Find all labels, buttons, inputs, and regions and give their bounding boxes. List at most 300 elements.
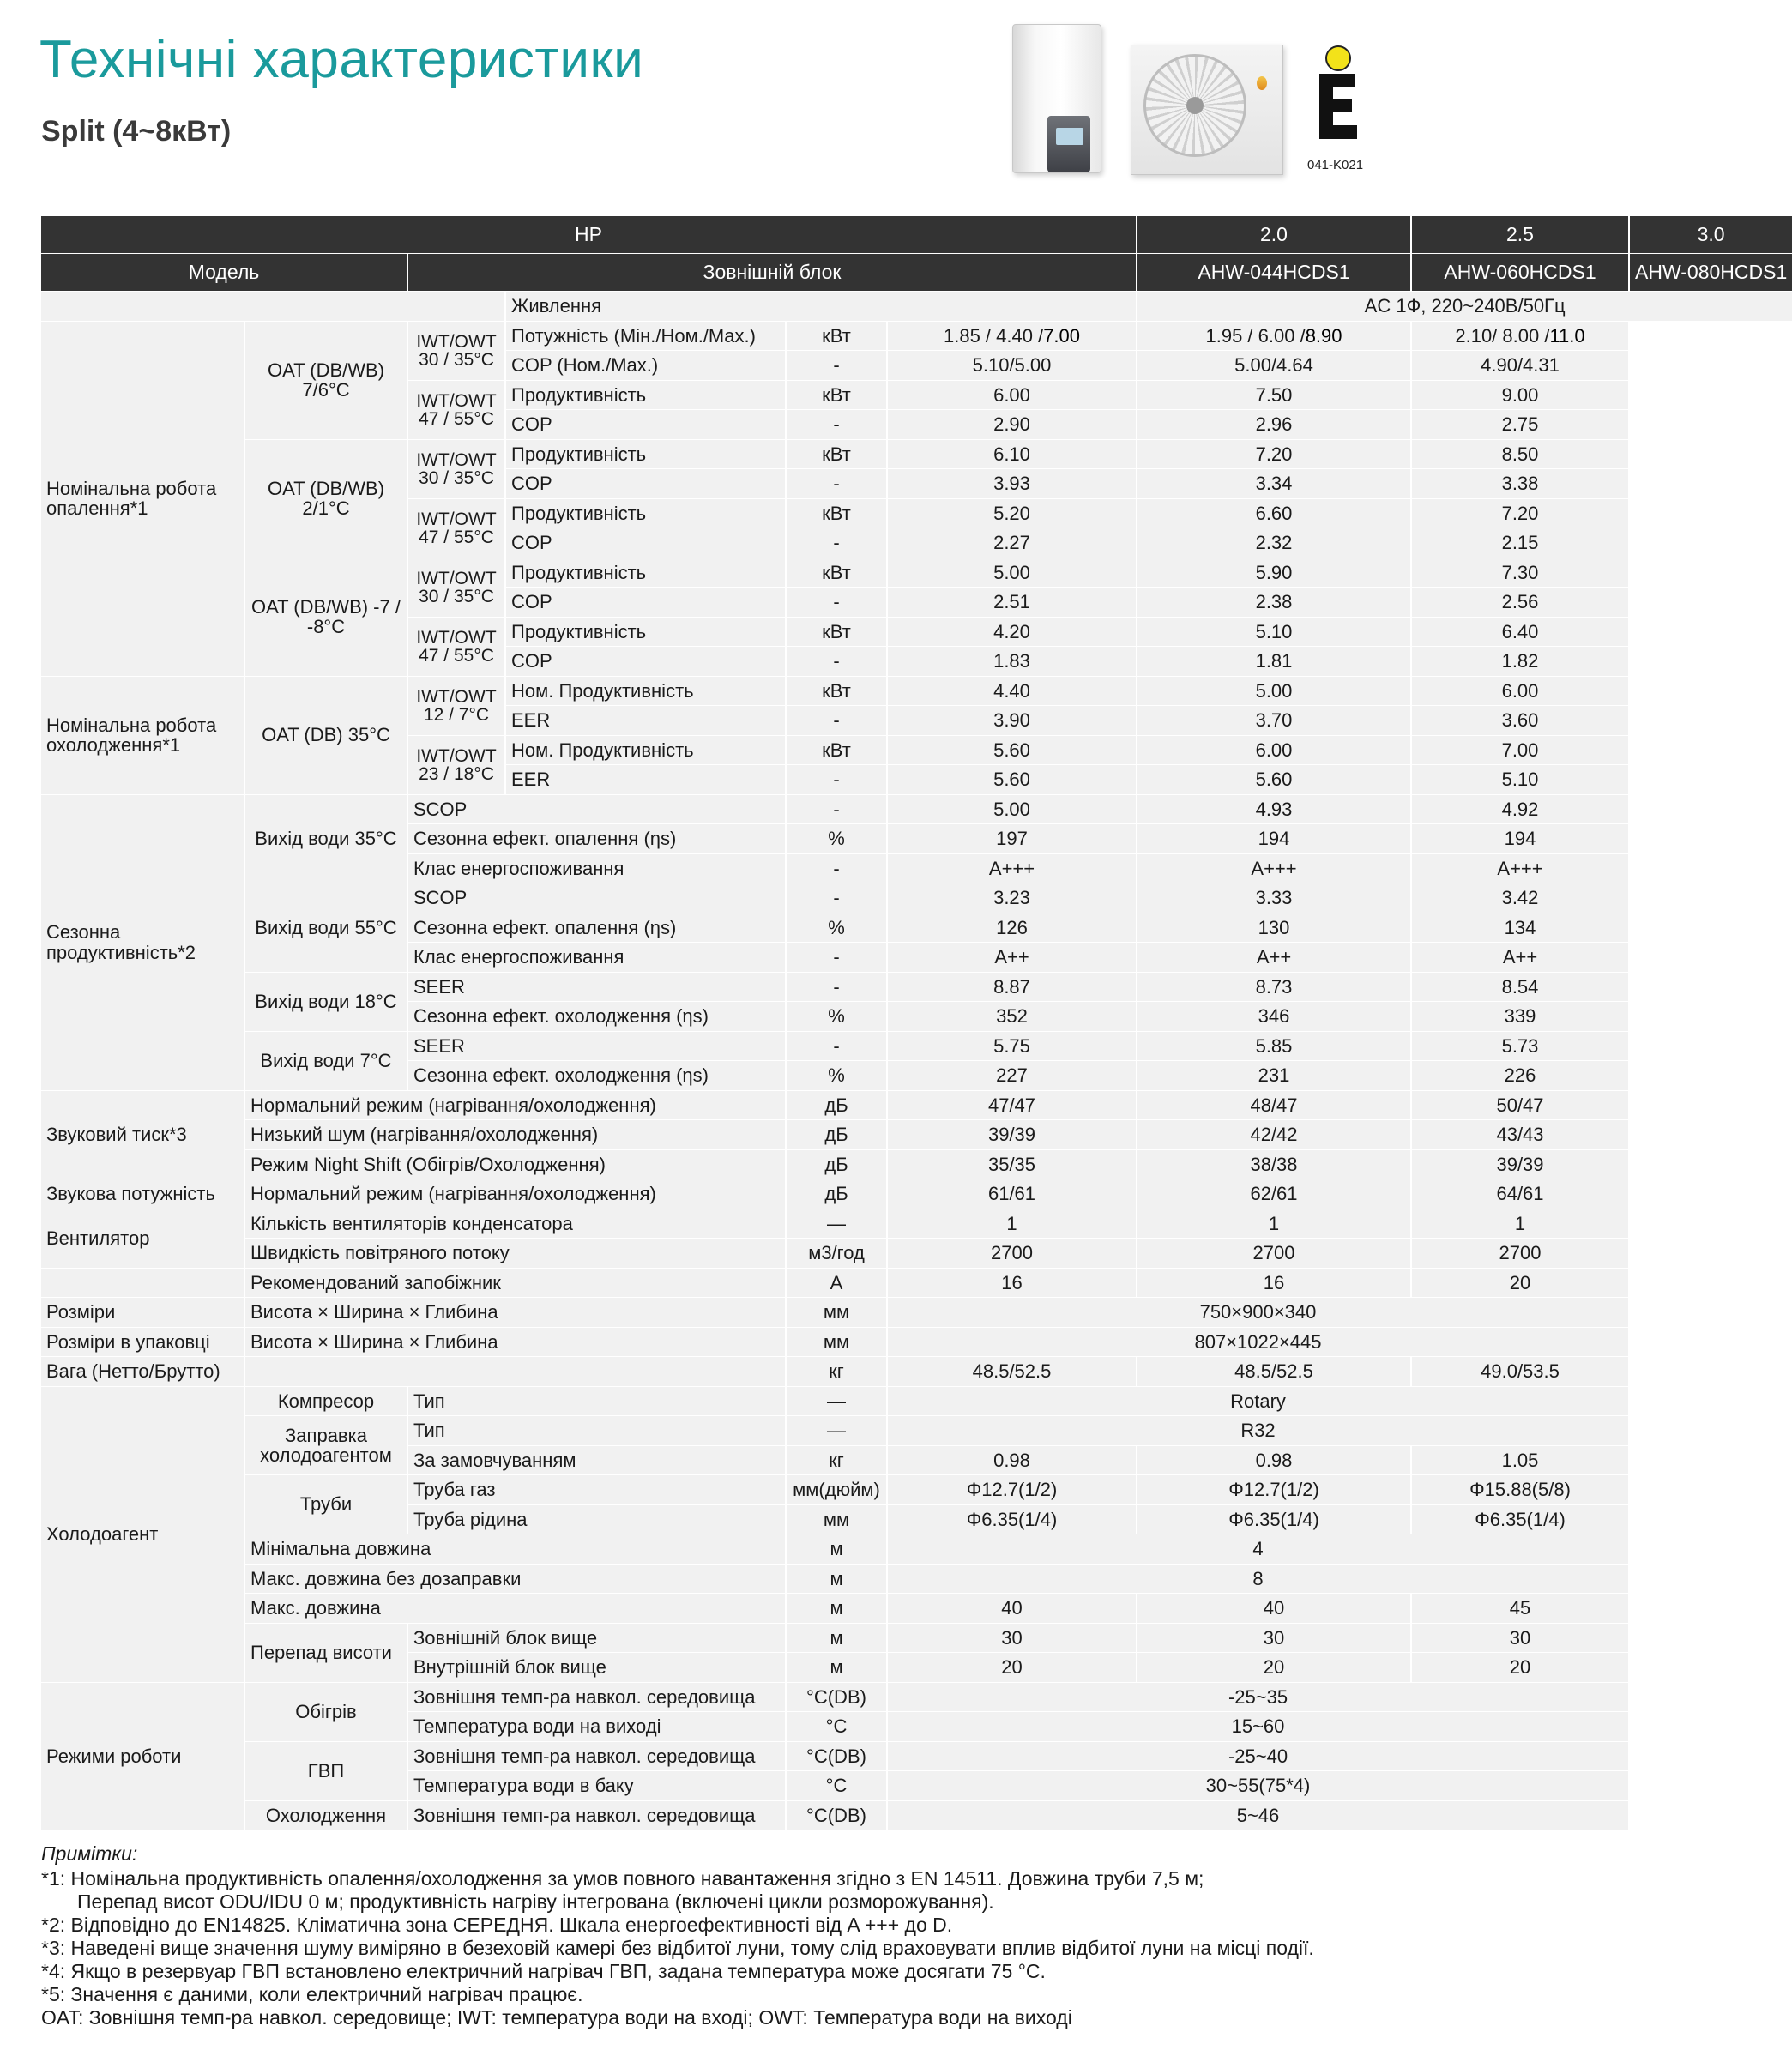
- value-cell: 20: [1412, 1269, 1628, 1298]
- param-label: Сезонна ефект. опалення (ηs): [408, 913, 785, 943]
- header-outdoor-unit: Зовнішній блок: [408, 254, 1136, 291]
- value-cell: 16: [1137, 1269, 1410, 1298]
- value-cell: 4.92: [1412, 795, 1628, 824]
- value-cell: 1: [1412, 1209, 1628, 1239]
- value-cell: 5~46: [888, 1801, 1628, 1830]
- iwt-cell: [408, 440, 504, 498]
- iwt-label: IWT/OWT: [416, 686, 497, 707]
- value-cell: 4.93: [1137, 795, 1410, 824]
- value-cell: 126: [888, 913, 1136, 943]
- value-cell: R32: [888, 1416, 1628, 1445]
- unit-label: дБ: [787, 1179, 886, 1209]
- cooling-group-label: Номінальна робота охолодження*1: [41, 677, 244, 794]
- value-cell: 1: [1137, 1209, 1410, 1239]
- value-cell: 130: [1137, 913, 1410, 943]
- param-label: SEER: [408, 973, 785, 1002]
- value-cell: 3.33: [1137, 883, 1410, 913]
- unit-label: кВт: [787, 558, 886, 588]
- value-cell: 5.00: [1137, 677, 1410, 706]
- value-cell: A+++: [1137, 854, 1410, 883]
- value-cell: 9.00: [1412, 381, 1628, 410]
- value-cell: A+++: [888, 854, 1136, 883]
- value-cell: 8.54: [1412, 973, 1628, 1002]
- value-cell: 62/61: [1137, 1179, 1410, 1209]
- param-label: Зовнішній блок вище: [408, 1624, 785, 1653]
- param-label: Нормальний режим (нагрівання/охолодження): [245, 1179, 785, 1209]
- value-cell: 5.60: [1137, 765, 1410, 794]
- unit-label: %: [787, 1061, 886, 1090]
- value-cell: Φ12.7(1/2): [888, 1475, 1136, 1504]
- spec-table: [41, 216, 1788, 1827]
- value-cell: A+++: [1412, 854, 1628, 883]
- param-label: Температура води на виході: [408, 1712, 785, 1741]
- unit-label: %: [787, 1002, 886, 1031]
- param-label: COP: [506, 410, 785, 439]
- unit-label: кВт: [787, 322, 886, 351]
- value-cell: 227: [888, 1061, 1136, 1090]
- unit-label: мм: [787, 1505, 886, 1534]
- param-label: Режим Night Shift (Обігрів/Охолодження): [245, 1150, 785, 1179]
- iwt-label: IWT/OWT: [416, 509, 497, 529]
- value-cell: 48.5/52.5: [888, 1357, 1136, 1386]
- param-label: Ном. Продуктивність: [506, 736, 785, 765]
- header-version-3: 3.0: [1630, 216, 1792, 253]
- value-cell: 3.90: [888, 706, 1136, 735]
- value-cell: 2.38: [1137, 588, 1410, 617]
- mode-dhw-label: ГВП: [245, 1742, 407, 1800]
- seasonal-water-7: Вихід води 7°C: [245, 1032, 407, 1090]
- notes-section: [41, 1842, 1620, 2029]
- param-label: COP: [506, 528, 785, 558]
- unit-label: мм(дюйм): [787, 1475, 886, 1504]
- param-label: Ном. Продуктивність: [506, 677, 785, 706]
- value-cell: A++: [1412, 943, 1628, 972]
- value-cell: A++: [1137, 943, 1410, 972]
- value-cell: 7.20: [1137, 440, 1410, 469]
- unit-label: -: [787, 469, 886, 498]
- param-label: Температура води в баку: [408, 1771, 785, 1800]
- value-cell: 15~60: [888, 1712, 1628, 1741]
- outdoor-unit-image: [1131, 45, 1283, 175]
- param-label: Висота × Ширина × Глибина: [245, 1298, 785, 1327]
- heating-oat-7: OAT (DB/WB) 7/6°C: [245, 322, 407, 439]
- value-cell: 39/39: [1412, 1150, 1628, 1179]
- iwt-label: IWT/OWT: [416, 745, 497, 766]
- value-cell: 5.10: [1137, 618, 1410, 647]
- unit-label: дБ: [787, 1091, 886, 1120]
- seasonal-water-55: Вихід води 55°C: [245, 883, 407, 972]
- param-label: Продуктивність: [506, 381, 785, 410]
- value-cell: 8.87: [888, 973, 1136, 1002]
- param-label: COP: [506, 469, 785, 498]
- header-model-1: AHW-044HCDS1: [1137, 254, 1410, 291]
- param-label: Макс. довжина: [245, 1594, 785, 1623]
- heating-oat-minus7: OAT (DB/WB) -7 / -8°C: [245, 558, 407, 676]
- note-abbreviations: OAT: Зовнішня темп-ра навкол. середовище; IWT: температура води на вході; OWT: Температура води на виході: [41, 2006, 1072, 2029]
- value-cell: 6.00: [1137, 736, 1410, 765]
- param-label: Труба газ: [408, 1475, 785, 1504]
- value-cell: 8.50: [1412, 440, 1628, 469]
- param-label: Швидкість повітряного потоку: [245, 1239, 785, 1268]
- package-dimensions-label: Розміри в упаковці: [41, 1328, 244, 1357]
- value-cell: 8: [888, 1565, 1628, 1594]
- param-label: Клас енергоспоживання: [408, 854, 785, 883]
- value-cell: 5.90: [1137, 558, 1410, 588]
- value-cell: 7.20: [1412, 499, 1628, 528]
- value-cell: 231: [1137, 1061, 1410, 1090]
- pipes-label: Труби: [245, 1475, 407, 1534]
- unit-label: —: [787, 1209, 886, 1239]
- param-label: SEER: [408, 1032, 785, 1061]
- value-cell: 6.60: [1137, 499, 1410, 528]
- unit-label: кВт: [787, 677, 886, 706]
- spacer-cell: [41, 1269, 244, 1298]
- value-cell: 5.85: [1137, 1032, 1410, 1061]
- iwt-temp: 23 / 18°C: [419, 763, 494, 784]
- value-cell: 4.40: [888, 677, 1136, 706]
- value-cell: 226: [1412, 1061, 1628, 1090]
- note-4: *4: Якщо в резервуар ГВП встановлено електричний нагрівач ГВП, задана температура може досягати 75 °C.: [41, 1960, 1046, 1982]
- iwt-label: IWT/OWT: [416, 390, 497, 411]
- value-cell: 50/47: [1412, 1091, 1628, 1120]
- param-label: Рекомендований запобіжник: [245, 1269, 785, 1298]
- param-label: Зовнішня темп-ра навкол. середовища: [408, 1683, 785, 1712]
- refrigerant-charge-label: Заправка холодоагентом: [245, 1416, 407, 1474]
- value-cell: 1.81: [1137, 647, 1410, 676]
- unit-label: -: [787, 706, 886, 735]
- value-cell: 2.27: [888, 528, 1136, 558]
- unit-label: °C(DB): [787, 1742, 886, 1771]
- iwt-cell: [408, 322, 504, 380]
- power-supply-value: AC 1Ф, 220~240В/50Гц: [1137, 292, 1792, 321]
- unit-label: кВт: [787, 440, 886, 469]
- value-cell: 1.85 / 4.40 / 7.00: [888, 322, 1136, 351]
- page-subtitle: Split (4~8кВт): [41, 115, 232, 148]
- unit-label: кг: [787, 1446, 886, 1475]
- value-cell: 5.75: [888, 1032, 1136, 1061]
- unit-label: м: [787, 1624, 886, 1653]
- value-cell: Φ6.35(1/4): [888, 1505, 1136, 1534]
- value-cell: 2700: [888, 1239, 1136, 1268]
- value-cell: 2.90: [888, 410, 1136, 439]
- value-cell: 2.10/ 8.00 / 11.0: [1412, 322, 1628, 351]
- value-cell: 1: [888, 1209, 1136, 1239]
- value-cell: Φ15.88(5/8): [1412, 1475, 1628, 1504]
- iwt-label: IWT/OWT: [416, 627, 497, 648]
- iwt-temp: 30 / 35°C: [419, 349, 494, 370]
- header-model-2: AHW-060HCDS1: [1412, 254, 1628, 291]
- energy-label-icon: [1307, 45, 1367, 154]
- param-label: Зовнішня темп-ра навкол. середовища: [408, 1742, 785, 1771]
- param-label: SCOP: [408, 883, 785, 913]
- height-difference-label: Перепад висоти: [245, 1624, 407, 1682]
- param-label: Продуктивність: [506, 440, 785, 469]
- header-model-3: AHW-080HCDS1: [1630, 254, 1792, 291]
- value-cell: 807×1022×445: [888, 1328, 1628, 1357]
- iwt-temp: 30 / 35°C: [419, 467, 494, 488]
- iwt-cell: [408, 618, 504, 676]
- param-label: Продуктивність: [506, 558, 785, 588]
- note-5: *5: Значення є даними, коли електричний нагрівач працює.: [41, 1983, 583, 2005]
- iwt-temp: 30 / 35°C: [419, 586, 494, 606]
- unit-label: °C(DB): [787, 1801, 886, 1830]
- value-cell: 20: [1137, 1653, 1410, 1682]
- unit-label: %: [787, 913, 886, 943]
- value-cell: 3.70: [1137, 706, 1410, 735]
- unit-label: м3/год: [787, 1239, 886, 1268]
- param-label: Сезонна ефект. охолодження (ηs): [408, 1061, 785, 1090]
- value-cell: 3.42: [1412, 883, 1628, 913]
- param-label: EER: [506, 706, 785, 735]
- value-cell: 339: [1412, 1002, 1628, 1031]
- value-cell: 39/39: [888, 1120, 1136, 1149]
- unit-label: м: [787, 1594, 886, 1623]
- value-cell: 1.82: [1412, 647, 1628, 676]
- unit-label: -: [787, 883, 886, 913]
- seasonal-water-18: Вихід води 18°C: [245, 973, 407, 1031]
- unit-label: кВт: [787, 499, 886, 528]
- value-cell: 134: [1412, 913, 1628, 943]
- value-cell: 30~55(75*4): [888, 1771, 1628, 1800]
- value-cell: 16: [888, 1269, 1136, 1298]
- value-cell: 3.23: [888, 883, 1136, 913]
- value-cell: 3.38: [1412, 469, 1628, 498]
- param-label: Кількість вентиляторів конденсатора: [245, 1209, 785, 1239]
- value-cell: 3.34: [1137, 469, 1410, 498]
- unit-label: кг: [787, 1357, 886, 1386]
- unit-label: кВт: [787, 381, 886, 410]
- value-cell: 197: [888, 824, 1136, 853]
- value-cell: 4.20: [888, 618, 1136, 647]
- value-cell: 5.20: [888, 499, 1136, 528]
- mode-cooling-label: Охолодження: [245, 1801, 407, 1831]
- value-cell: Φ6.35(1/4): [1137, 1505, 1410, 1534]
- param-label: Тип: [408, 1387, 785, 1416]
- iwt-cell: [408, 736, 504, 794]
- note-3: *3: Наведені вище значення шуму виміряно в безеховій камері без відбитої луни, тому слід враховувати вплив відбитої луни на місці події.: [41, 1937, 1314, 1959]
- weight-label: Вага (Нетто/Брутто): [41, 1357, 244, 1386]
- heating-group-label: Номінальна робота опалення*1: [41, 322, 244, 676]
- param-label: Труба рідина: [408, 1505, 785, 1534]
- unit-label: —: [787, 1387, 886, 1416]
- value-cell: 194: [1137, 824, 1410, 853]
- spacer-cell: [245, 1357, 785, 1386]
- value-cell: 0.98: [1137, 1446, 1410, 1475]
- value-cell: 64/61: [1412, 1179, 1628, 1209]
- value-cell: 8.73: [1137, 973, 1410, 1002]
- param-label: Мінімальна довжина: [245, 1534, 785, 1564]
- display-screen-icon: [1056, 128, 1083, 145]
- value-cell: 1.05: [1412, 1446, 1628, 1475]
- brand-drop-icon: [1257, 76, 1267, 90]
- unit-label: дБ: [787, 1150, 886, 1179]
- unit-label: -: [787, 795, 886, 824]
- value-cell: 2.75: [1412, 410, 1628, 439]
- iwt-label: IWT/OWT: [416, 331, 497, 352]
- param-label: EER: [506, 765, 785, 794]
- value-cell: Rotary: [888, 1387, 1628, 1416]
- mode-heating-label: Обігрів: [245, 1683, 407, 1741]
- value-cell: 346: [1137, 1002, 1410, 1031]
- unit-label: кВт: [787, 736, 886, 765]
- value-cell: 194: [1412, 824, 1628, 853]
- value-cell: 1.83: [888, 647, 1136, 676]
- value-cell: 7.30: [1412, 558, 1628, 588]
- seasonal-group-label: Сезонна продуктивність*2: [41, 795, 244, 1090]
- unit-label: %: [787, 824, 886, 853]
- value-cell: 43/43: [1412, 1120, 1628, 1149]
- value-cell: 6.10: [888, 440, 1136, 469]
- value-cell: 3.93: [888, 469, 1136, 498]
- value-cell: 352: [888, 1002, 1136, 1031]
- param-label: Сезонна ефект. охолодження (ηs): [408, 1002, 785, 1031]
- header-version-2: 2.5: [1412, 216, 1628, 253]
- value-cell: 2.15: [1412, 528, 1628, 558]
- value-cell: 6.00: [888, 381, 1136, 410]
- param-label: Клас енергоспоживання: [408, 943, 785, 972]
- notes-title: Примітки:: [41, 1842, 138, 1865]
- iwt-temp: 12 / 7°C: [423, 704, 490, 725]
- energy-label-code: 041-K021: [1307, 158, 1364, 172]
- param-label: Тип: [408, 1416, 785, 1445]
- value-cell: -25~35: [888, 1683, 1628, 1712]
- unit-label: м: [787, 1534, 886, 1564]
- compressor-label: Компресор: [245, 1387, 407, 1416]
- value-cell: 48/47: [1137, 1091, 1410, 1120]
- value-cell: 5.60: [888, 765, 1136, 794]
- value-cell: 49.0/53.5: [1412, 1357, 1628, 1386]
- unit-label: °C(DB): [787, 1683, 886, 1712]
- value-cell: 2.96: [1137, 410, 1410, 439]
- iwt-cell: [408, 558, 504, 617]
- param-label: COP (Ном./Max.): [506, 351, 785, 380]
- param-label: COP: [506, 647, 785, 676]
- unit-label: кВт: [787, 618, 886, 647]
- value-cell: -25~40: [888, 1742, 1628, 1771]
- param-label: COP: [506, 588, 785, 617]
- value-cell: 48.5/52.5: [1137, 1357, 1410, 1386]
- unit-label: -: [787, 943, 886, 972]
- value-cell: 6.00: [1412, 677, 1628, 706]
- unit-label: -: [787, 588, 886, 617]
- header-hp: HP: [41, 216, 1136, 253]
- param-label: Продуктивність: [506, 499, 785, 528]
- value-cell: 40: [888, 1594, 1136, 1623]
- value-cell: 47/47: [888, 1091, 1136, 1120]
- param-label: Потужність (Мін./Ном./Max.): [506, 322, 785, 351]
- operating-modes-label: Режими роботи: [41, 1683, 244, 1831]
- unit-label: -: [787, 410, 886, 439]
- unit-label: A: [787, 1269, 886, 1298]
- unit-label: —: [787, 1416, 886, 1445]
- value-cell: 5.10: [1412, 765, 1628, 794]
- unit-label: °C: [787, 1712, 886, 1741]
- iwt-cell: [408, 499, 504, 558]
- iwt-temp: 47 / 55°C: [419, 645, 494, 666]
- control-panel-icon: [1047, 116, 1090, 172]
- value-cell: 7.50: [1137, 381, 1410, 410]
- value-cell: 750×900×340: [888, 1298, 1628, 1327]
- iwt-temp: 47 / 55°C: [419, 408, 494, 429]
- unit-label: мм: [787, 1298, 886, 1327]
- value-cell: 5.60: [888, 736, 1136, 765]
- value-cell: 2.51: [888, 588, 1136, 617]
- param-label: Продуктивність: [506, 618, 785, 647]
- value-cell: 5.00: [888, 795, 1136, 824]
- value-cell: Φ12.7(1/2): [1137, 1475, 1410, 1504]
- unit-label: -: [787, 351, 886, 380]
- value-cell: 5.10/5.00: [888, 351, 1136, 380]
- value-cell: 1.95 / 6.00 / 8.90: [1137, 322, 1410, 351]
- value-cell: 5.73: [1412, 1032, 1628, 1061]
- value-cell: 4: [888, 1534, 1628, 1564]
- spacer-cell: [41, 292, 504, 321]
- value-cell: 30: [888, 1624, 1136, 1653]
- value-cell: 38/38: [1137, 1150, 1410, 1179]
- value-cell: 30: [1412, 1624, 1628, 1653]
- iwt-cell: [408, 677, 504, 735]
- fan-group-label: Вентилятор: [41, 1209, 244, 1268]
- value-cell: 61/61: [888, 1179, 1136, 1209]
- value-cell: 5.00/4.64: [1137, 351, 1410, 380]
- unit-label: -: [787, 854, 886, 883]
- unit-label: мм: [787, 1328, 886, 1357]
- param-label: Нормальний режим (нагрівання/охолодження): [245, 1091, 785, 1120]
- header-version-1: 2.0: [1137, 216, 1410, 253]
- unit-label: -: [787, 973, 886, 1002]
- param-label: Внутрішній блок вище: [408, 1653, 785, 1682]
- fan-hub-icon: [1186, 97, 1204, 114]
- value-cell: Φ6.35(1/4): [1412, 1505, 1628, 1534]
- value-cell: 2700: [1412, 1239, 1628, 1268]
- cooling-oat-35: OAT (DB) 35°C: [245, 677, 407, 794]
- param-label: SCOP: [408, 795, 785, 824]
- value-cell: 6.40: [1412, 618, 1628, 647]
- value-cell: 20: [888, 1653, 1136, 1682]
- unit-label: м: [787, 1653, 886, 1682]
- value-cell: 5.00: [888, 558, 1136, 588]
- unit-label: -: [787, 528, 886, 558]
- param-label: Висота × Ширина × Глибина: [245, 1328, 785, 1357]
- value-cell: 35/35: [888, 1150, 1136, 1179]
- iwt-label: IWT/OWT: [416, 449, 497, 470]
- sound-pressure-label: Звуковий тиск*3: [41, 1091, 244, 1179]
- iwt-cell: [408, 381, 504, 439]
- iwt-label: IWT/OWT: [416, 568, 497, 588]
- refrigerant-group-label: Холодоагент: [41, 1387, 244, 1682]
- fan-grille-icon: [1143, 54, 1246, 157]
- param-label: За замовчуванням: [408, 1446, 785, 1475]
- unit-label: -: [787, 765, 886, 794]
- param-label: Сезонна ефект. опалення (ηs): [408, 824, 785, 853]
- value-cell: 2.32: [1137, 528, 1410, 558]
- header-model: Модель: [41, 254, 407, 291]
- value-cell: 7.00: [1412, 736, 1628, 765]
- unit-label: дБ: [787, 1120, 886, 1149]
- unit-label: м: [787, 1565, 886, 1594]
- iwt-temp: 47 / 55°C: [419, 527, 494, 547]
- page-title: Технічні характеристики: [39, 30, 644, 89]
- seasonal-water-35: Вихід води 35°C: [245, 795, 407, 883]
- param-label: Низький шум (нагрівання/охолодження): [245, 1120, 785, 1149]
- dimensions-label: Розміри: [41, 1298, 244, 1327]
- value-cell: 0.98: [888, 1446, 1136, 1475]
- sound-power-label: Звукова потужність: [41, 1179, 244, 1209]
- unit-label: -: [787, 1032, 886, 1061]
- value-cell: 3.60: [1412, 706, 1628, 735]
- value-cell: 42/42: [1137, 1120, 1410, 1149]
- note-1: *1: Номінальна продуктивність опалення/охолодження за умов повного навантаження згідно з EN 14511. Довжина труби 7,5 м;: [41, 1867, 1204, 1890]
